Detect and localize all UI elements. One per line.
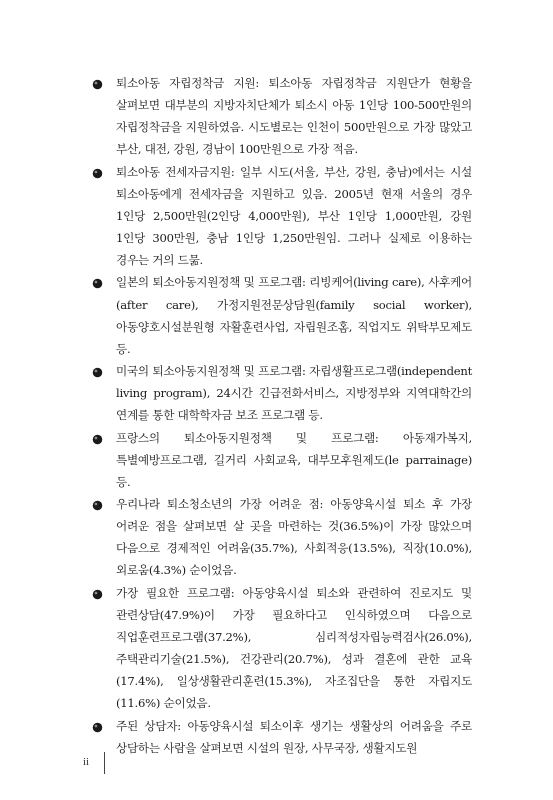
bullet-item: [92, 427, 472, 493]
bullet-text: 주된 상담자: 아동양육시설 퇴소이후 생기는 생활상의 어려움을 주로 상담하는 사람을 살펴보면 시설의 원장, 사무국장, 생활지도원: [116, 718, 472, 755]
disc-bullet-icon: [92, 278, 103, 289]
bullet-text: 일본의 퇴소아동지원정책 및 프로그램: 리빙케어(living care), 사후케어(after care), 가정지원전문상담원(family social worker), 아동양호시설분원형 자활훈련사업, 자립원조홈, 직업지도 위탁부모제도 등.: [116, 275, 472, 356]
page-number: ii: [83, 756, 90, 768]
bullet-text: 퇴소아동 자립정착금 지원: 퇴소아동 자립정착금 지원단가 현황을 살펴보면 대부분의 지방자치단체가 퇴소시 아동 1인당 100-500만원의 자립정착금을 지원하였음. 시도별로는 인천이 500만원으로 가장 많았고 부산, 대전, 강원, 경남이 100만원으로 가장 적음.: [116, 76, 472, 157]
bullet-list: [92, 72, 472, 759]
bullet-text: 가장 필요한 프로그램: 아동양육시설 퇴소와 관련하여 진로지도 및 관련상담(47.9%)이 가장 필요하다고 인식하였으며 다음으로 직업훈련프로그램(37.2%), 심리적성자립능력검사(26.0%), 주택관리기술(21.5%), 건강관리(20.7%), 성과 결혼에 관한 교육(17.4%), 일상생활관리훈련(15.3%), 자조집단을 통한 자립지도(11.6%) 순이었음.: [116, 585, 472, 711]
disc-bullet-icon: [92, 367, 103, 378]
bullet-item: [92, 715, 472, 759]
footer-divider: [104, 752, 105, 774]
disc-bullet-icon: [92, 500, 103, 511]
disc-bullet-icon: [92, 168, 103, 179]
disc-bullet-icon: [92, 79, 103, 90]
bullet-item: [92, 161, 472, 272]
bullet-item: [92, 582, 472, 715]
bullet-item: [92, 72, 472, 161]
disc-bullet-icon: [92, 722, 103, 733]
bullet-text: 프랑스의 퇴소아동지원정책 및 프로그램: 아동재가복지, 특별예방프로그램, 길거리 사회교육, 대부모후원제도(le parrainage) 등.: [116, 430, 472, 489]
disc-bullet-icon: [92, 434, 103, 445]
bullet-text: 우리나라 퇴소청소년의 가장 어려운 점: 아동양육시설 퇴소 후 가장 어려운 점을 살펴보면 살 곳을 마련하는 것(36.5%)이 가장 많았으며 다음으로 경제적인 어려움(35.7%), 사회적응(13.5%), 직장(10.0%), 외로움(4.3%) 순이었음.: [116, 496, 472, 578]
bullet-item: [92, 360, 472, 426]
bullet-text: 미국의 퇴소아동지원정책 및 프로그램: 자립생활프로그램(independent living program), 24시간 긴급전화서비스, 지방정부와 지역대학간의 연계를 통한 대학학자금 보조 프로그램 등.: [116, 364, 472, 423]
disc-bullet-icon: [92, 589, 103, 600]
bullet-item: [92, 271, 472, 360]
bullet-text: 퇴소아동 전세자금지원: 일부 시도(서울, 부산, 강원, 충남)에서는 시설 퇴소아동에게 전세자금을 지원하고 있음. 2005년 현재 서울의 경우 1인당 2,500만원(2인당 4,000만원), 부산 1인당 1,000만원, 강원 1인당 300만원, 충남 1인당 1,250만원임. 그러나 실제로 이용하는 경우는 거의 드묾.: [116, 164, 472, 268]
bullet-item: [92, 493, 472, 582]
